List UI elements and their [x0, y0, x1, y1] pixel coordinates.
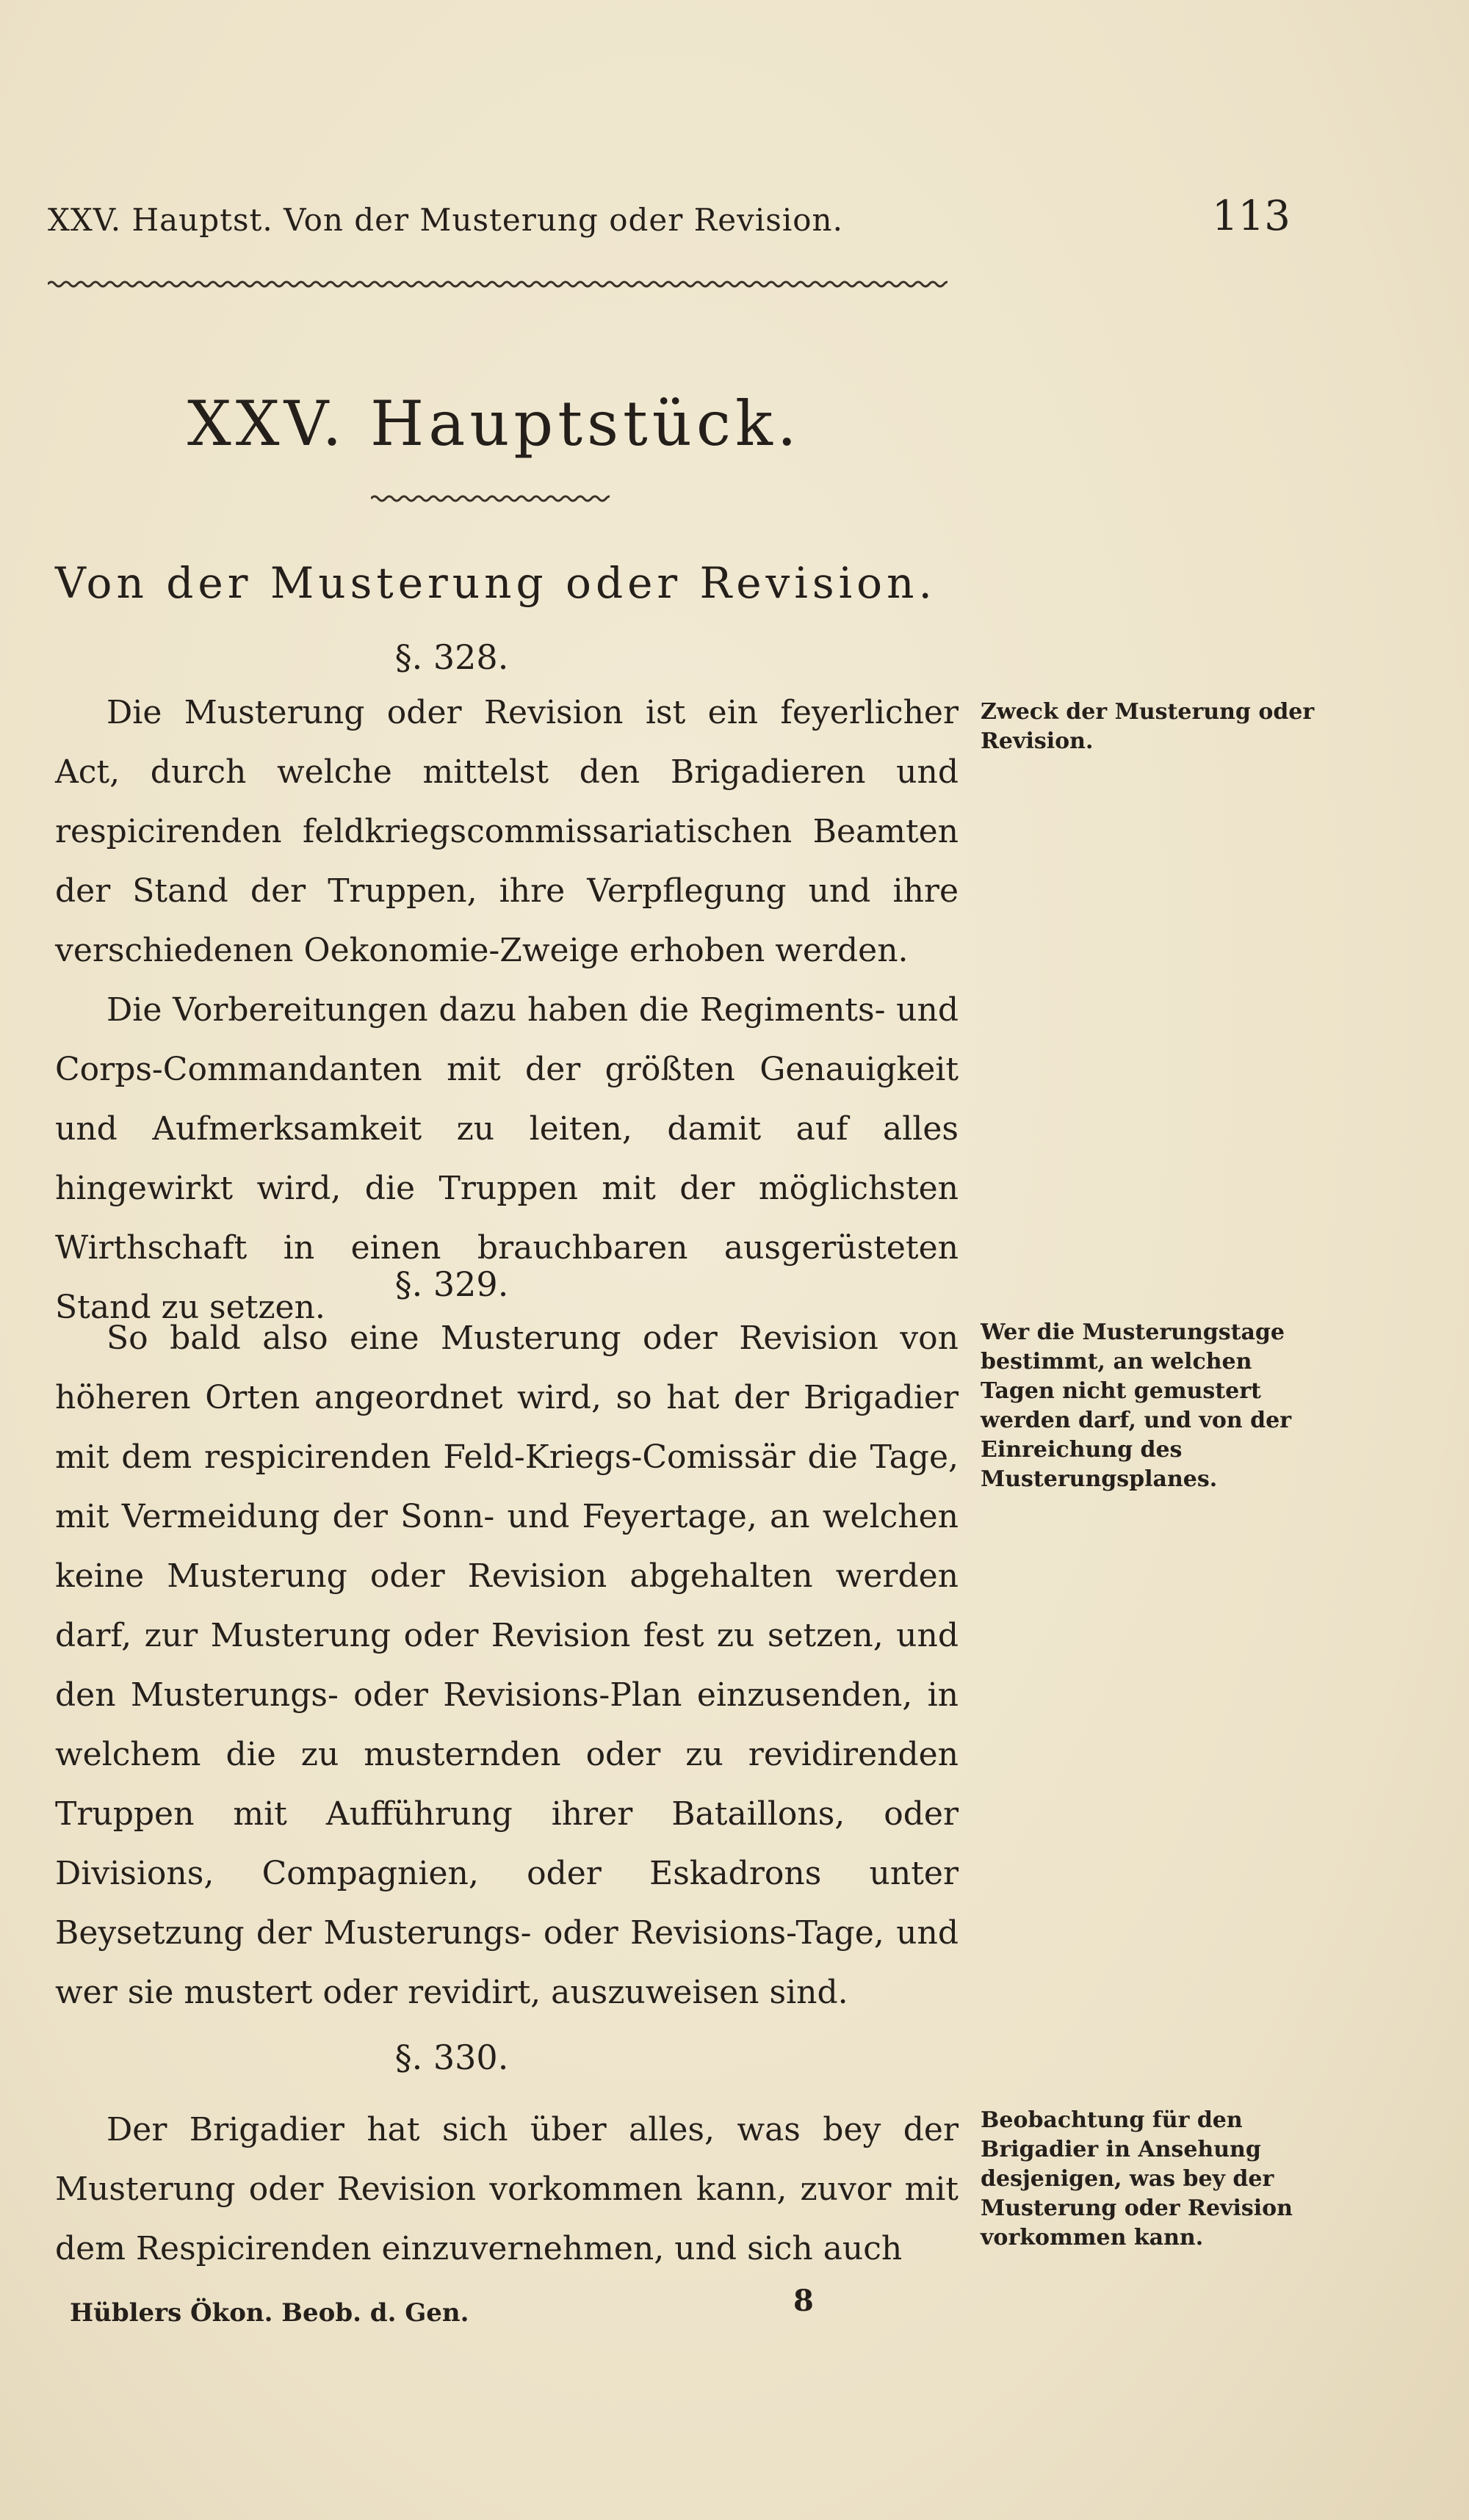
section-number-328: §. 328. [394, 637, 509, 677]
signature-mark: 8 [793, 2284, 814, 2318]
section-329-text [55, 1308, 959, 2022]
paragraph: Der Brigadier hat sich über alles, was bey der Musterung oder Revision vorkommen kann, zuvor mit dem Respicirenden einzuvernehmen, und sich auch [55, 2111, 959, 2267]
section-330-text [55, 2100, 959, 2278]
ornamental-rule-chapter [371, 493, 610, 504]
margin-note-330: Beobachtung für den Brigadier in Ansehung desjenigen, was bey der Musterung oder Revision vorkommen kann. [981, 2107, 1293, 2251]
section-number-329: §. 329. [394, 1264, 509, 1304]
paragraph: Die Vorbereitungen dazu haben die Regiments- und Corps-Commandanten mit der größten Genauigkeit und Aufmerksamkeit zu leiten, damit auf alles hingewirkt wird, die Truppen mit der möglichsten Wirthschaft in einen brauchbaren ausgerüsteten Stand zu setzen. [55, 991, 959, 1326]
paragraph: So bald also eine Musterung oder Revision von höheren Orten angeordnet wird, so hat der Brigadier mit dem respicirenden Feld-Kriegs-Comissär die Tage, mit Vermeidung der Sonn- und Feyertage, an welchen keine Musterung oder Revision abgehalten werden darf, zur Musterung oder Revision fest zu setzen, und den Musterungs- oder Revisions-Plan einzusenden, in welchem die zu musternden oder zu revidirenden Truppen mit Aufführung ihrer Bataillons, oder Divisions, Compagnien, oder Eskadrons unter Beysetzung der Musterungs- oder Revisions-Tage, und wer sie mustert oder revidirt, auszuweisen sind. [55, 1319, 959, 2011]
ornamental-rule-top [48, 279, 948, 289]
paragraph: Die Musterung oder Revision ist ein feyerlicher Act, durch welche mittelst den Brigadieren und respicirenden feldkriegscommissariatischen Beamten der Stand der Truppen, ihre Verpflegung und ihre verschiedenen Oekonomie-Zweige erhoben werden. [55, 694, 959, 969]
section-328-text [55, 683, 959, 1337]
margin-note-329: Wer die Musterungstage bestimmt, an welchen Tagen nicht gemustert werden darf, und von der Einreichung des Musterungsplanes. [981, 1319, 1292, 1492]
printer-signature: Hüblers Ökon. Beob. d. Gen. [70, 2298, 469, 2328]
chapter-title: XXV. Hauptstück. [187, 388, 801, 460]
section-number-330: §. 330. [394, 2038, 509, 2077]
running-head: XXV. Hauptst. Von der Musterung oder Revision. [48, 202, 843, 238]
page-number: 113 [1212, 192, 1291, 240]
margin-note-328: Zweck der Musterung oder Revision. [981, 699, 1315, 754]
section-title: Von der Musterung oder Revision. [55, 558, 936, 608]
